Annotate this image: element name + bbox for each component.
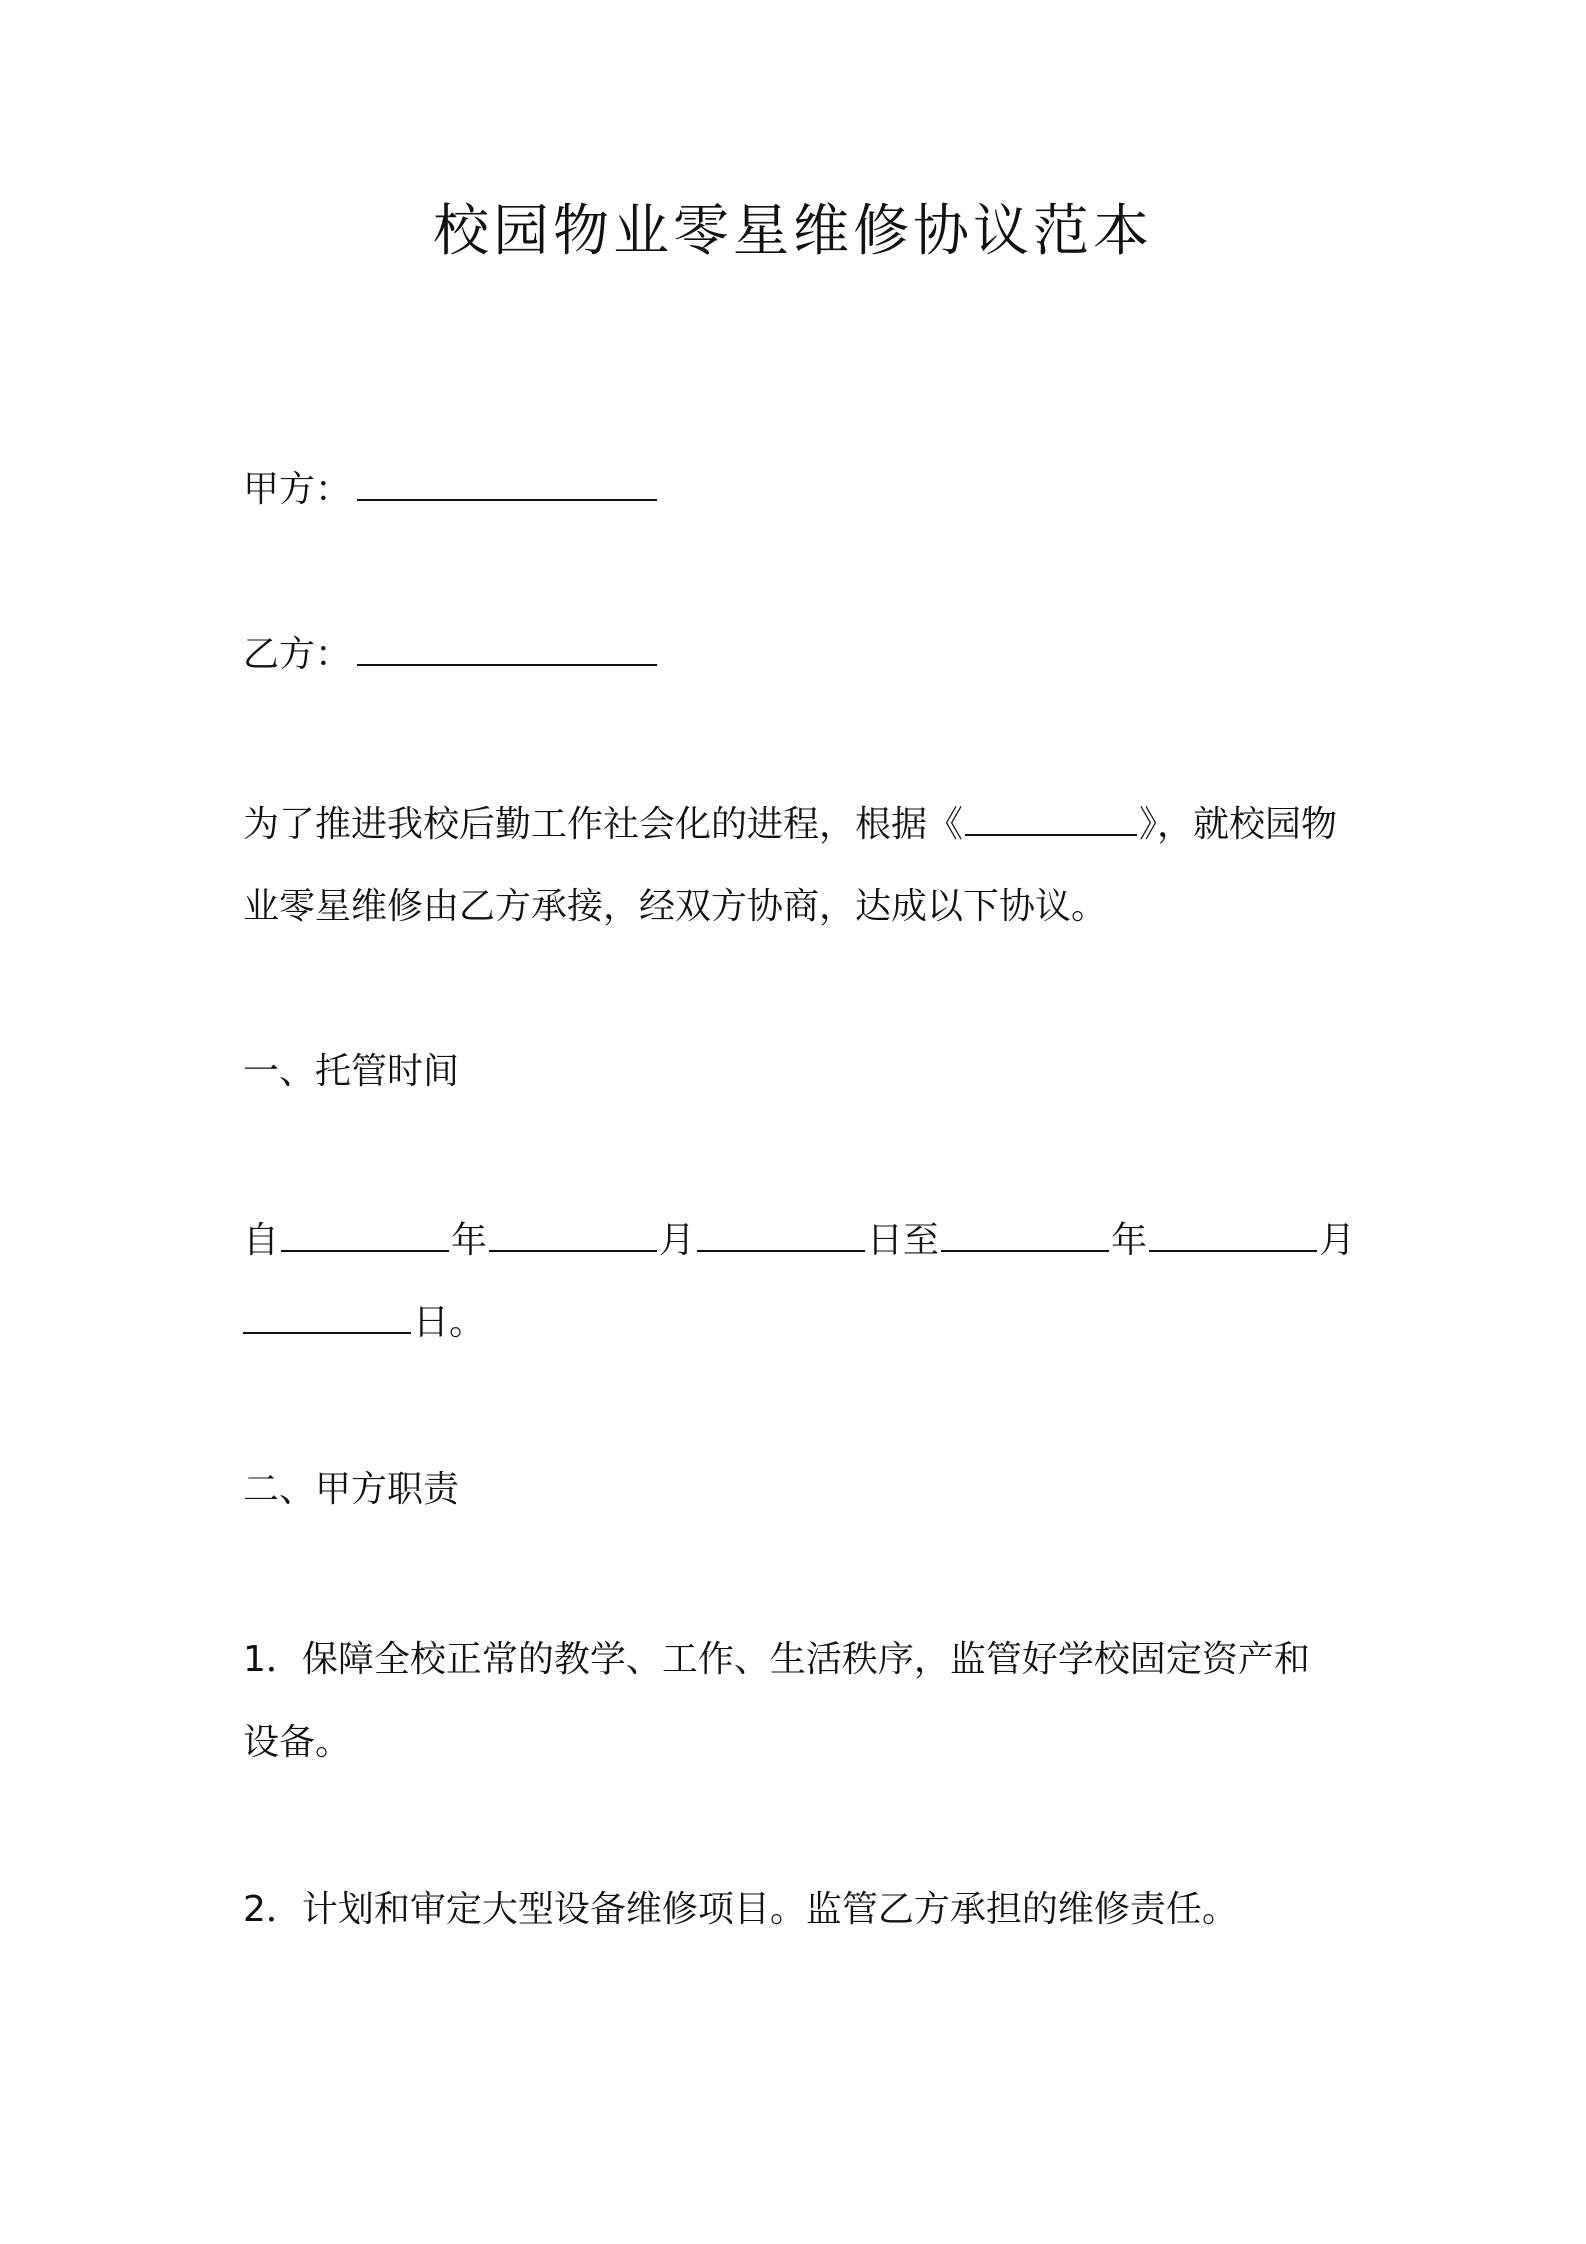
intro-line-2: 业零星维修由乙方承接，经双方协商，达成以下协议。 — [243, 886, 1108, 927]
day-to-label: 日至 — [867, 1220, 940, 1261]
end-day-blank — [243, 1300, 411, 1334]
party-a-label: 甲方： — [243, 469, 352, 510]
party-a-blank — [357, 467, 657, 501]
intro-text-2: 》，就校园物 — [1139, 804, 1338, 845]
intro-line-1 — [243, 800, 1337, 850]
start-year-blank — [281, 1218, 449, 1252]
month-label: 月 — [659, 1220, 696, 1261]
start-month-blank — [489, 1218, 657, 1252]
section1-heading: 一、托管时间 — [243, 1051, 460, 1092]
party-a-line — [243, 465, 657, 515]
item1-line-2: 设备。 — [243, 1722, 352, 1763]
end-month-blank — [1149, 1218, 1317, 1252]
item2-line: 2．计划和审定大型设备维修项目。监管乙方承担的维修责任。 — [243, 1889, 1238, 1930]
year-label: 年 — [451, 1220, 488, 1261]
intro-text-1: 为了推进我校后勤工作社会化的进程，根据《 — [243, 804, 964, 845]
month2-label: 月 — [1319, 1220, 1356, 1261]
party-b-line — [243, 630, 657, 680]
regulation-blank — [965, 802, 1137, 836]
party-b-label: 乙方： — [243, 634, 352, 675]
party-b-blank — [357, 632, 657, 666]
from-label: 自 — [243, 1220, 280, 1261]
section2-heading: 二、甲方职责 — [243, 1469, 460, 1510]
day-end-label: 日。 — [413, 1302, 486, 1343]
term-dates-line-1 — [243, 1216, 1355, 1266]
item1-line-1: 1．保障全校正常的教学、工作、生活秩序，监管好学校固定资产和 — [243, 1639, 1310, 1680]
start-day-blank — [697, 1218, 865, 1252]
term-dates-line-2 — [243, 1298, 485, 1348]
document-title: 校园物业零星维修协议范本 — [433, 199, 1153, 264]
year2-label: 年 — [1111, 1220, 1148, 1261]
end-year-blank — [941, 1218, 1109, 1252]
